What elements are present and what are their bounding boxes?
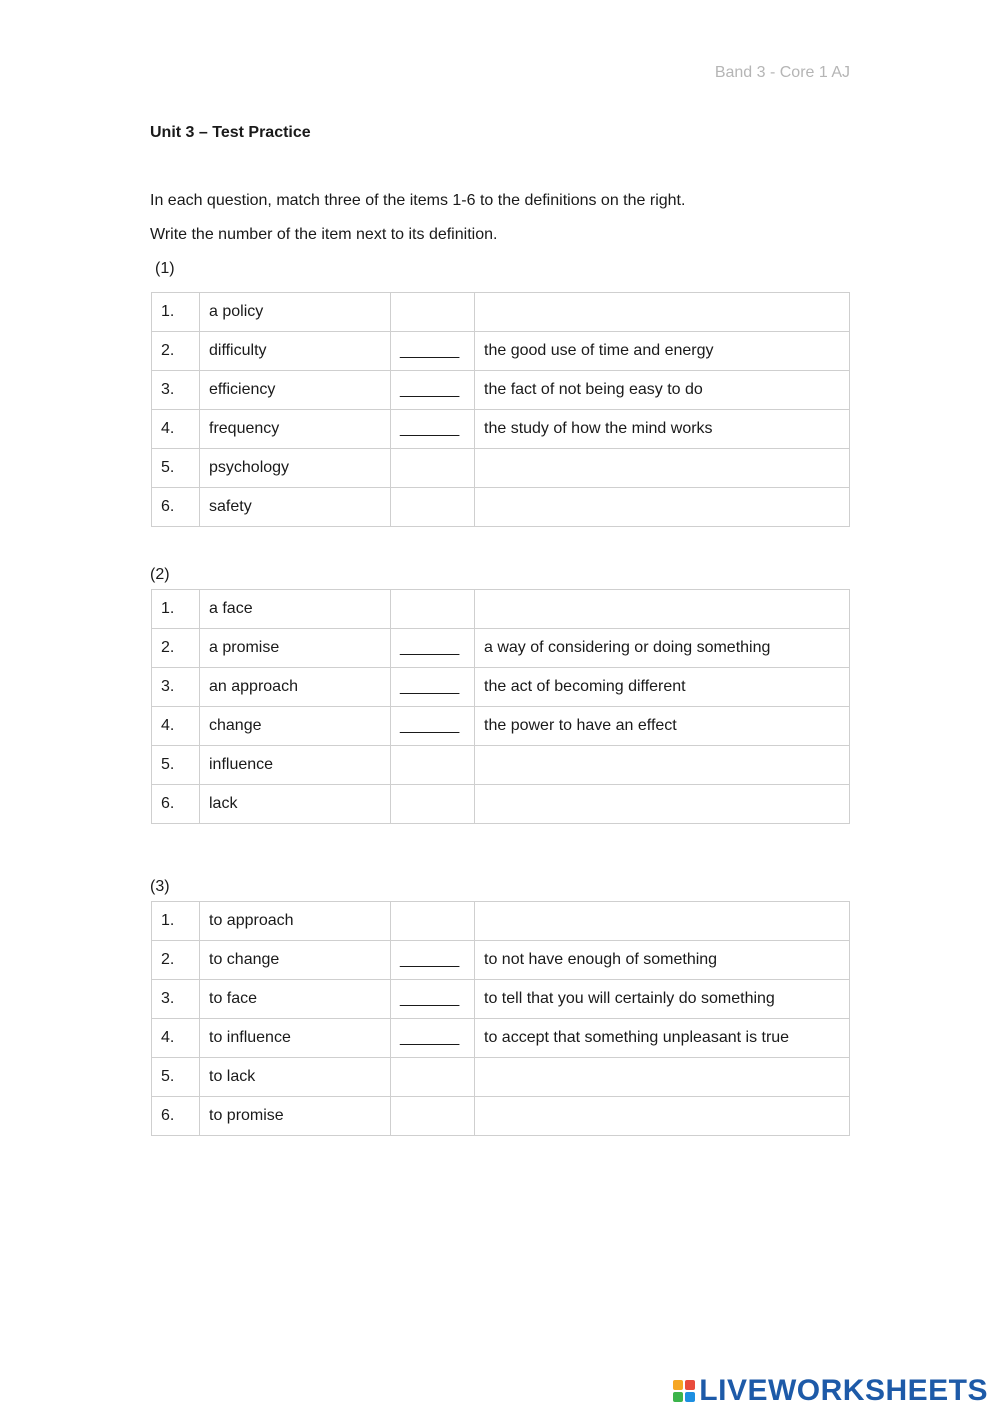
empty-cell xyxy=(391,488,475,527)
question-3-table xyxy=(151,901,850,1136)
item-number: 5. xyxy=(152,449,200,488)
definition-text: to tell that you will certainly do something xyxy=(475,980,850,1019)
item-word: to face xyxy=(200,980,391,1019)
table-row xyxy=(152,746,850,785)
answer-blank[interactable]: _______ xyxy=(391,629,475,668)
header-code: Band 3 - Core 1 AJ xyxy=(714,64,850,81)
item-number: 4. xyxy=(152,1019,200,1058)
item-word: a face xyxy=(200,590,391,629)
definition-text xyxy=(475,785,850,824)
item-word: safety xyxy=(200,488,391,527)
answer-blank[interactable]: _______ xyxy=(391,707,475,746)
item-number: 6. xyxy=(152,1097,200,1136)
logo-grid-icon xyxy=(673,1380,695,1402)
item-word: to influence xyxy=(200,1019,391,1058)
logo-square xyxy=(685,1380,695,1390)
item-word: to lack xyxy=(200,1058,391,1097)
question-label-1: (1) xyxy=(155,260,175,277)
question-label-2: (2) xyxy=(150,566,170,583)
item-word: difficulty xyxy=(200,332,391,371)
empty-cell xyxy=(391,1058,475,1097)
definition-text xyxy=(475,488,850,527)
answer-blank[interactable]: _______ xyxy=(391,410,475,449)
item-number: 3. xyxy=(152,980,200,1019)
answer-blank[interactable]: _______ xyxy=(391,332,475,371)
definition-text xyxy=(475,1058,850,1097)
item-number: 6. xyxy=(152,785,200,824)
empty-cell xyxy=(391,746,475,785)
item-word: change xyxy=(200,707,391,746)
definition-text xyxy=(475,293,850,332)
item-word: an approach xyxy=(200,668,391,707)
item-word: to approach xyxy=(200,902,391,941)
answer-blank[interactable]: _______ xyxy=(391,941,475,980)
table-row xyxy=(152,449,850,488)
logo-square xyxy=(673,1380,683,1390)
item-number: 1. xyxy=(152,293,200,332)
definition-text: the study of how the mind works xyxy=(475,410,850,449)
item-number: 4. xyxy=(152,410,200,449)
item-number: 5. xyxy=(152,1058,200,1097)
definition-text: a way of considering or doing something xyxy=(475,629,850,668)
table-row xyxy=(152,410,850,449)
item-word: to promise xyxy=(200,1097,391,1136)
item-number: 1. xyxy=(152,590,200,629)
item-number: 3. xyxy=(152,668,200,707)
question-label-3: (3) xyxy=(150,878,170,895)
table-row xyxy=(152,332,850,371)
table-row xyxy=(152,941,850,980)
page-title: Unit 3 – Test Practice xyxy=(150,124,311,141)
item-word: influence xyxy=(200,746,391,785)
table-row xyxy=(152,1019,850,1058)
logo-square xyxy=(673,1392,683,1402)
instruction-line-1: In each question, match three of the items 1-6 to the definitions on the right. xyxy=(150,192,686,209)
instruction-line-2: Write the number of the item next to its definition. xyxy=(150,226,498,243)
table-row xyxy=(152,293,850,332)
empty-cell xyxy=(391,293,475,332)
answer-blank[interactable]: _______ xyxy=(391,371,475,410)
definition-text: to not have enough of something xyxy=(475,941,850,980)
answer-blank[interactable]: _______ xyxy=(391,1019,475,1058)
table-row xyxy=(152,707,850,746)
definition-text xyxy=(475,746,850,785)
item-number: 4. xyxy=(152,707,200,746)
item-word: psychology xyxy=(200,449,391,488)
definition-text: the fact of not being easy to do xyxy=(475,371,850,410)
item-word: a promise xyxy=(200,629,391,668)
liveworksheets-logo xyxy=(673,1376,988,1406)
answer-blank[interactable]: _______ xyxy=(391,980,475,1019)
definition-text: the power to have an effect xyxy=(475,707,850,746)
definition-text xyxy=(475,1097,850,1136)
table-row xyxy=(152,590,850,629)
table-row xyxy=(152,902,850,941)
empty-cell xyxy=(391,449,475,488)
table-row xyxy=(152,629,850,668)
item-word: frequency xyxy=(200,410,391,449)
item-number: 3. xyxy=(152,371,200,410)
definition-text xyxy=(475,449,850,488)
empty-cell xyxy=(391,1097,475,1136)
question-2-table xyxy=(151,589,850,824)
question-1-table xyxy=(151,292,850,527)
table-row xyxy=(152,668,850,707)
item-word: lack xyxy=(200,785,391,824)
logo-text: LIVEWORKSHEETS xyxy=(699,1374,988,1407)
definition-text: to accept that something unpleasant is true xyxy=(475,1019,850,1058)
item-word: a policy xyxy=(200,293,391,332)
empty-cell xyxy=(391,902,475,941)
table-row xyxy=(152,1097,850,1136)
table-row xyxy=(152,785,850,824)
empty-cell xyxy=(391,785,475,824)
item-number: 1. xyxy=(152,902,200,941)
definition-text xyxy=(475,590,850,629)
item-word: to change xyxy=(200,941,391,980)
logo-square xyxy=(685,1392,695,1402)
definition-text: the act of becoming different xyxy=(475,668,850,707)
definition-text: the good use of time and energy xyxy=(475,332,850,371)
table-row xyxy=(152,980,850,1019)
item-number: 5. xyxy=(152,746,200,785)
item-number: 2. xyxy=(152,332,200,371)
table-row xyxy=(152,488,850,527)
definition-text xyxy=(475,902,850,941)
answer-blank[interactable]: _______ xyxy=(391,668,475,707)
table-row xyxy=(152,1058,850,1097)
item-number: 6. xyxy=(152,488,200,527)
empty-cell xyxy=(391,590,475,629)
item-number: 2. xyxy=(152,629,200,668)
table-row xyxy=(152,371,850,410)
item-word: efficiency xyxy=(200,371,391,410)
item-number: 2. xyxy=(152,941,200,980)
